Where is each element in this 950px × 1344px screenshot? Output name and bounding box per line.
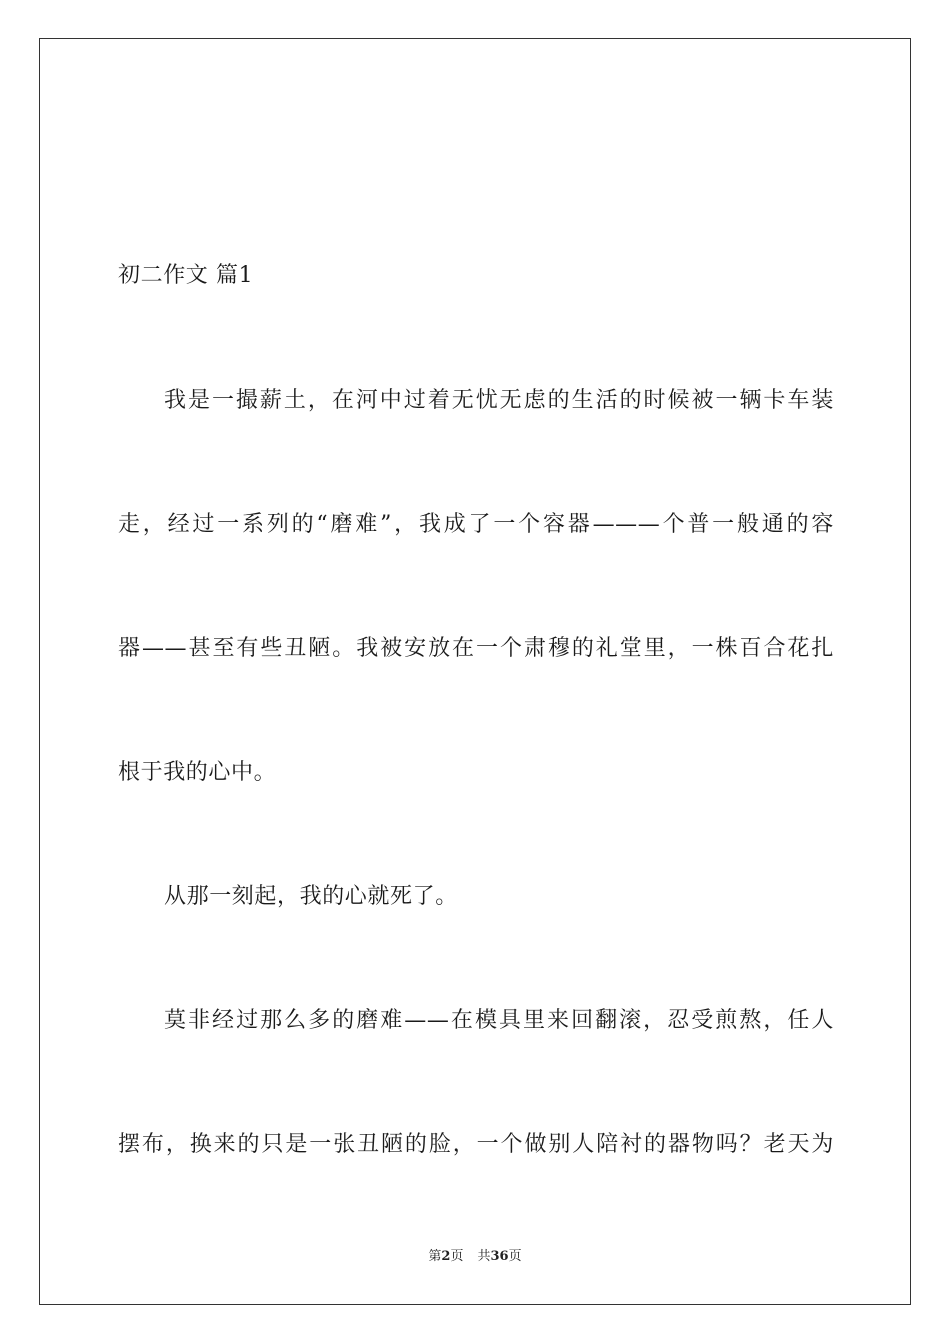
footer-page-number: 2 bbox=[441, 1249, 451, 1264]
paragraph-line: 根于我的心中。 bbox=[118, 760, 277, 785]
footer-total-pages: 36 bbox=[490, 1249, 509, 1264]
page-border bbox=[39, 38, 911, 1305]
footer-total-suffix: 页 bbox=[508, 1249, 522, 1264]
paragraph-line: 我是一撮薪土，在河中过着无忧无虑的生活的时候被一辆卡车装 bbox=[164, 388, 834, 413]
paragraph-line: 走，经过一系列的“磨难”，我成了一个容器———个普一般通的容 bbox=[118, 512, 834, 537]
paragraph-line: 器——甚至有些丑陋。我被安放在一个肃穆的礼堂里，一株百合花扎 bbox=[118, 636, 834, 661]
paragraph-line: 从那一刻起，我的心就死了。 bbox=[164, 884, 458, 909]
document-heading: 初二作文 篇1 bbox=[118, 263, 254, 288]
footer-page-suffix: 页 bbox=[450, 1249, 464, 1264]
paragraph-line: 摆布，换来的只是一张丑陋的脸，一个做别人陪衬的器物吗？老天为 bbox=[118, 1132, 834, 1157]
paragraph-line: 莫非经过那么多的磨难——在模具里来回翻滚，忍受煎熬，任人 bbox=[164, 1008, 834, 1033]
footer-page-prefix: 第 bbox=[428, 1249, 442, 1264]
footer-total-prefix: 共 bbox=[477, 1249, 491, 1264]
page-footer bbox=[0, 1248, 950, 1266]
